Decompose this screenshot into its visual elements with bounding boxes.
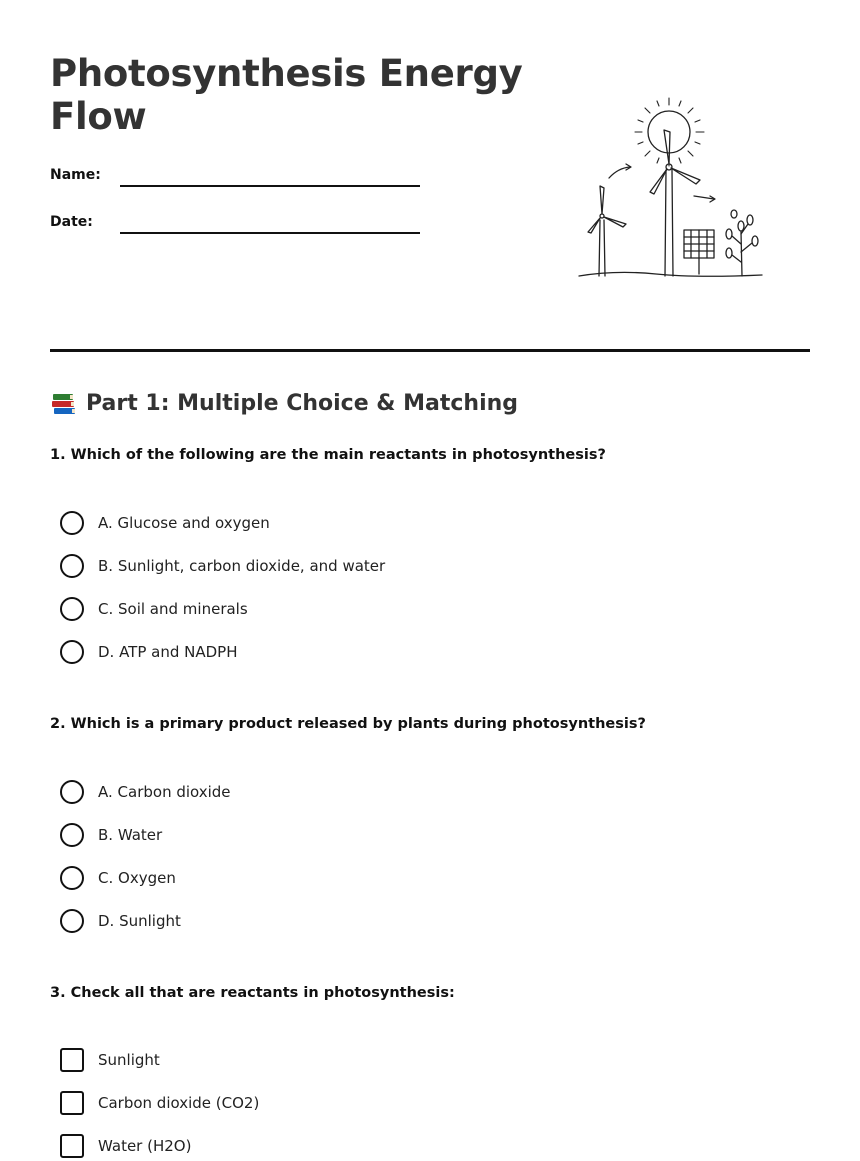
option-label: B. Water xyxy=(98,826,163,844)
radio-button[interactable] xyxy=(60,597,84,621)
option-label: Sunlight xyxy=(98,1051,160,1069)
radio-button[interactable] xyxy=(60,640,84,664)
checkbox[interactable] xyxy=(60,1134,84,1158)
option-label: Water (H2O) xyxy=(98,1137,192,1155)
option-label: C. Soil and minerals xyxy=(98,600,248,618)
name-input-line[interactable] xyxy=(120,185,420,187)
sun-windmill-illustration-icon xyxy=(576,92,766,282)
radio-button[interactable] xyxy=(60,511,84,535)
date-input-line[interactable] xyxy=(120,232,420,234)
option-label: C. Oxygen xyxy=(98,869,176,887)
section-heading xyxy=(50,388,518,420)
checkbox[interactable] xyxy=(60,1048,84,1072)
section-heading-text: Part 1: Multiple Choice & Matching xyxy=(86,391,519,416)
option-label: A. Carbon dioxide xyxy=(98,783,231,801)
question-2: 2. Which is a primary product released by plants during photosynthesis? xyxy=(50,716,646,732)
radio-button[interactable] xyxy=(60,866,84,890)
radio-button[interactable] xyxy=(60,554,84,578)
books-icon xyxy=(50,391,78,417)
checkbox[interactable] xyxy=(60,1091,84,1115)
option-label: Carbon dioxide (CO2) xyxy=(98,1094,260,1112)
radio-button[interactable] xyxy=(60,780,84,804)
question-1: 1. Which of the following are the main reactants in photosynthesis? xyxy=(50,447,606,463)
option-label: A. Glucose and oxygen xyxy=(98,514,270,532)
option-label: D. ATP and NADPH xyxy=(98,643,238,661)
option-label: B. Sunlight, carbon dioxide, and water xyxy=(98,557,386,575)
date-label: Date: xyxy=(50,214,93,230)
radio-button[interactable] xyxy=(60,823,84,847)
date-field xyxy=(50,213,430,237)
option-label: D. Sunlight xyxy=(98,912,181,930)
radio-button[interactable] xyxy=(60,909,84,933)
worksheet-title: Photosynthesis Energy Flow xyxy=(50,52,523,138)
question-3: 3. Check all that are reactants in photosynthesis: xyxy=(50,985,455,1001)
name-label: Name: xyxy=(50,167,101,183)
name-field xyxy=(50,166,430,190)
section-divider xyxy=(50,349,810,352)
